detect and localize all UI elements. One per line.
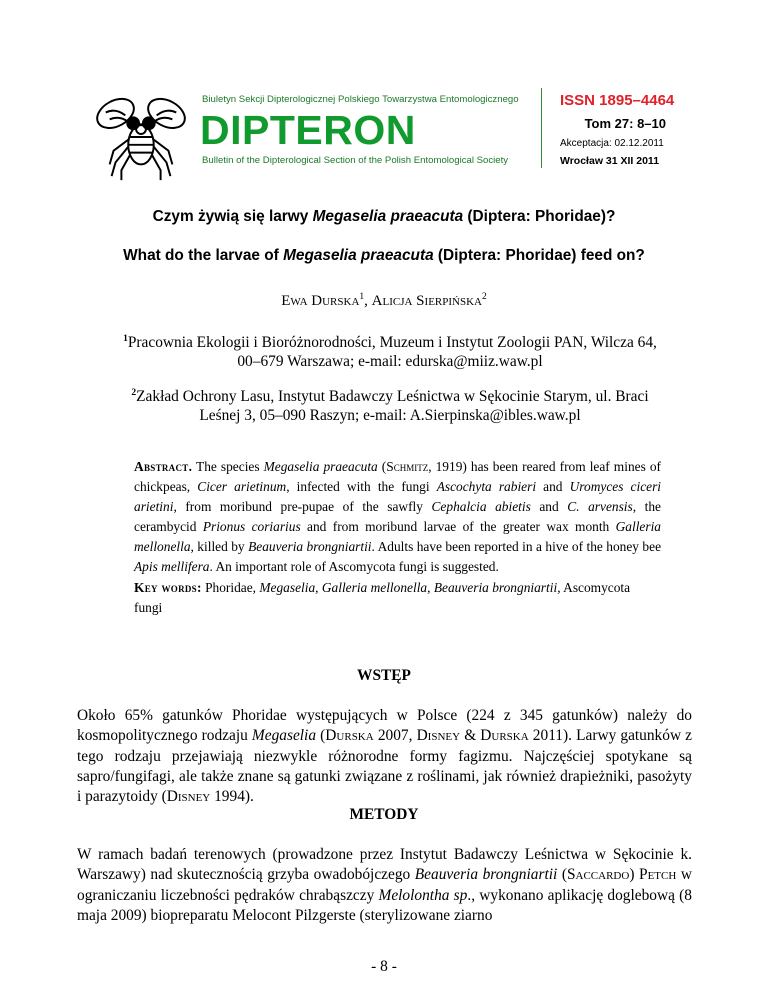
bulletin-english-name: Bulletin of the Dipterological Section of the Polish Entomological Society	[202, 155, 509, 166]
section-heading-methods: METODY	[349, 806, 419, 823]
header-divider	[541, 88, 542, 168]
affiliation-1: $^1$Pracownia Ekologii i Bioróżnorodności, Muzeum i Instytut Zoologii PAN, Wilcza 64, 00–679 Warszawa; e-mail: edurska@miiz.waw.pl	[123, 333, 657, 370]
author-name: Alicja Sierpińska	[371, 293, 482, 309]
introduction-paragraph: Około 65% gatunków Phoridae występujących w Polsce (224 z 345 gatunków) należy do kosmopolitycznego rodzaju Megaselia (Durska 2007, Disney & Durska 2011). Larwy gatunków z tego rodzaju przejawiają niezwykle różnorodne formy fagizmu. Najczęściej spotykane są sapro/fungifagi, ale także znane są gatunki związane z roślinami, jak również drapieżniki, pasożyty i parazytoidy (Disney 1994).	[77, 707, 693, 806]
journal-name: DIPTERON	[200, 107, 416, 153]
keywords-label: Key words:	[134, 580, 202, 595]
place-and-date: Wrocław 31 XII 2011	[560, 155, 660, 167]
keywords: Key words: Phoridae, Megaselia, Galleria mellonella, Beauveria brongniartii, Ascomycota fungi	[134, 580, 631, 615]
volume-pages: Tom 27: 8–10	[584, 116, 666, 131]
title-english: What do the larvae of Megaselia praeacuta (Diptera: Phoridae) feed on?	[123, 247, 645, 264]
author-name: Ewa Durska	[281, 293, 360, 309]
bulletin-polish-name: Biuletyn Sekcji Dipterologicznej Polskiego Towarzystwa Entomologicznego	[202, 94, 519, 105]
accepted-date: Akceptacja: 02.12.2011	[560, 138, 664, 149]
methods-paragraph: W ramach badań terenowych (prowadzone przez Instytut Badawczy Leśnictwa w Sękocinie k. Warszawy) nad skutecznością grzyba owadobójczego Beauveria brongniartii (Saccardo) Petch w ograniczaniu liczebności pędraków chrabąszczy Melolontha sp., wykonano aplikację doglebową (8 maja 2009) biopreparatu Melocont Pilzgerste (sterylizowane ziarno	[77, 846, 692, 924]
fly-logo-icon	[92, 86, 190, 184]
issn: ISSN 1895–4464	[560, 92, 675, 109]
authors: Ewa Durska$^1$, Alicja Sierpińska$^2$	[281, 292, 487, 309]
title-polish: Czym żywią się larwy Megaselia praeacuta (Diptera: Phoridae)?	[152, 208, 616, 225]
abstract: Abstract. The species Megaselia praeacuta (Schmitz, 1919) has been reared from leaf mines of chickpeas, Cicer arietinum, infected with the fungi Ascochyta rabieri and Uromyces ciceri arietini, from moribund pre-pupae of the sawfly Cephalcia abietis and C. arvensis, the cerambycid Prionus coriarius and from moribund larvae of the greater wax month Galleria mellonella, killed by Beauveria brongniartii. Adults have been reported in a hive of the honey bee Apis mellifera. An important role of Ascomycota fungi is suggested.	[134, 459, 662, 574]
affiliation-2: $^2$Zakład Ochrony Lasu, Instytut Badawczy Leśnictwa w Sękocinie Starym, ul. Braci Leśnej 3, 05–090 Raszyn; e-mail: A.Sierpinska@ibles.waw.pl	[131, 387, 649, 424]
abstract-label: Abstract.	[134, 459, 193, 474]
section-heading-introduction: WSTĘP	[357, 667, 411, 684]
page-number: - 8 -	[371, 958, 397, 975]
